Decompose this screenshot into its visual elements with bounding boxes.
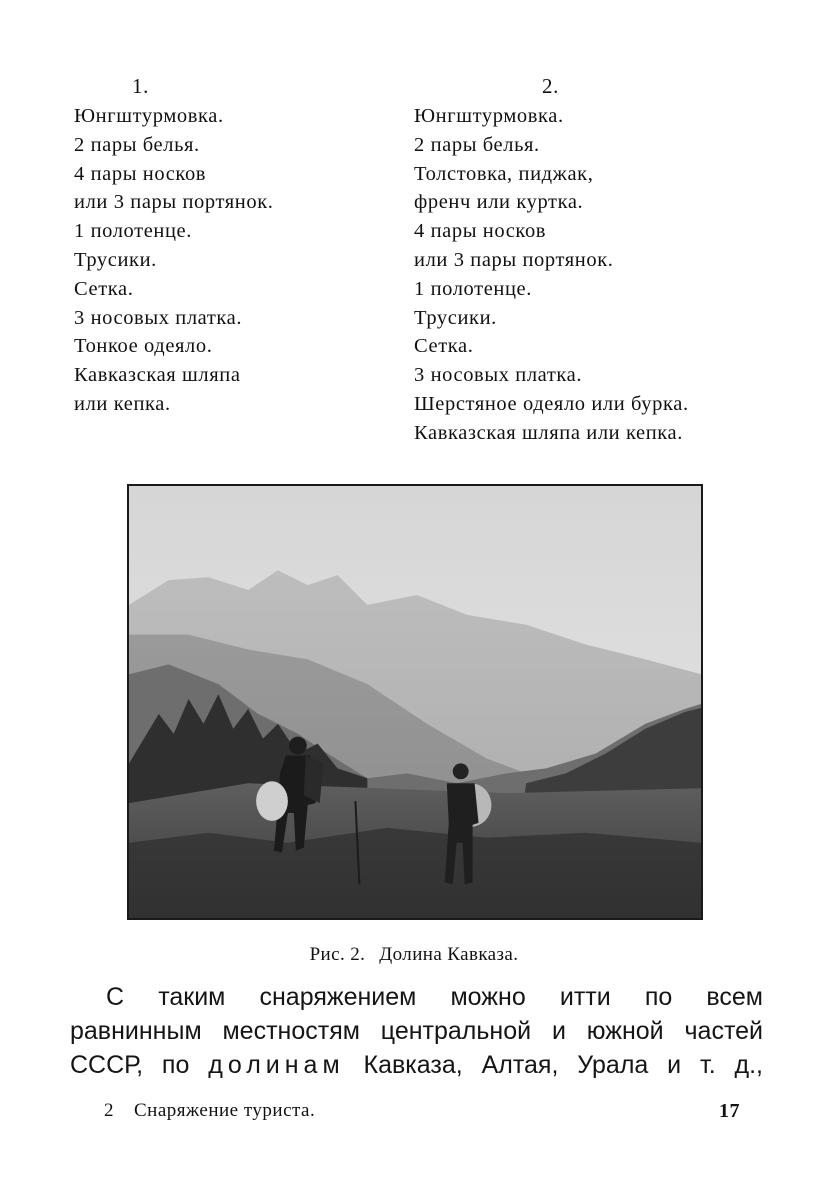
list-item: Толстовка, пиджак, [414, 162, 594, 185]
list-item: 1 полотенце. [414, 277, 532, 300]
list-item: 3 носовых платка. [74, 306, 243, 329]
foreground-grass [129, 828, 701, 918]
spaced-word: долинам [208, 1051, 345, 1079]
list-item: Сетка. [414, 335, 474, 358]
list-item: 1 полотенце. [74, 220, 192, 243]
page-number: 17 [719, 1100, 740, 1122]
figure-label: Рис. 2. [309, 944, 366, 965]
equipment-list-column-1 [74, 72, 394, 419]
figure-title: Долина Кавказа. [379, 944, 519, 965]
paragraph-line [70, 1048, 763, 1082]
list-item: 2 пары белья. [414, 133, 540, 156]
signature-number: 2 [104, 1100, 114, 1121]
figure-caption [0, 944, 828, 966]
list-item: Кавказская шляпа [74, 364, 241, 387]
item-list [74, 102, 394, 419]
paragraph-line: С таким снаряжением можно итти по всем [106, 983, 763, 1011]
paragraph-line: равнинным местностям центральной и южной частей [70, 1017, 763, 1045]
list-item: или кепка. [74, 392, 171, 415]
page-footer [104, 1100, 740, 1122]
column-number: 2. [542, 74, 559, 98]
valley-photo [127, 484, 703, 920]
list-item: Юнгштурмовка. [74, 105, 224, 127]
line-start: СССР, по [70, 1051, 190, 1079]
signature-title: Снаряжение туриста. [134, 1100, 316, 1121]
list-item: или 3 пары портянок. [74, 191, 274, 214]
list-item: Юнгштурмовка. [414, 105, 564, 127]
list-item: Тонкое одеяло. [74, 335, 213, 358]
item-list [414, 102, 794, 448]
list-item: 4 пары носков [74, 162, 207, 185]
list-item: или 3 пары портянок. [414, 248, 614, 271]
body-paragraph [70, 980, 763, 1082]
list-item: Трусики. [74, 248, 157, 271]
list-item: 2 пары белья. [74, 133, 200, 156]
list-item: Трусики. [414, 306, 497, 329]
equipment-list-column-2 [414, 72, 794, 448]
list-item: Шерстяное одеяло или бурка. [414, 392, 689, 415]
list-item: 4 пары носков [414, 220, 547, 243]
line-end: Кавказа, Алтая, Урала и т. д., [363, 1051, 763, 1079]
column-number: 1. [132, 74, 149, 98]
valley-photo-illustration [129, 486, 701, 918]
list-item: Кавказская шляпа или кепка. [414, 421, 683, 444]
list-item: 3 носовых платка. [414, 364, 583, 387]
list-item: френч или куртка. [414, 191, 584, 214]
list-item: Сетка. [74, 277, 134, 300]
